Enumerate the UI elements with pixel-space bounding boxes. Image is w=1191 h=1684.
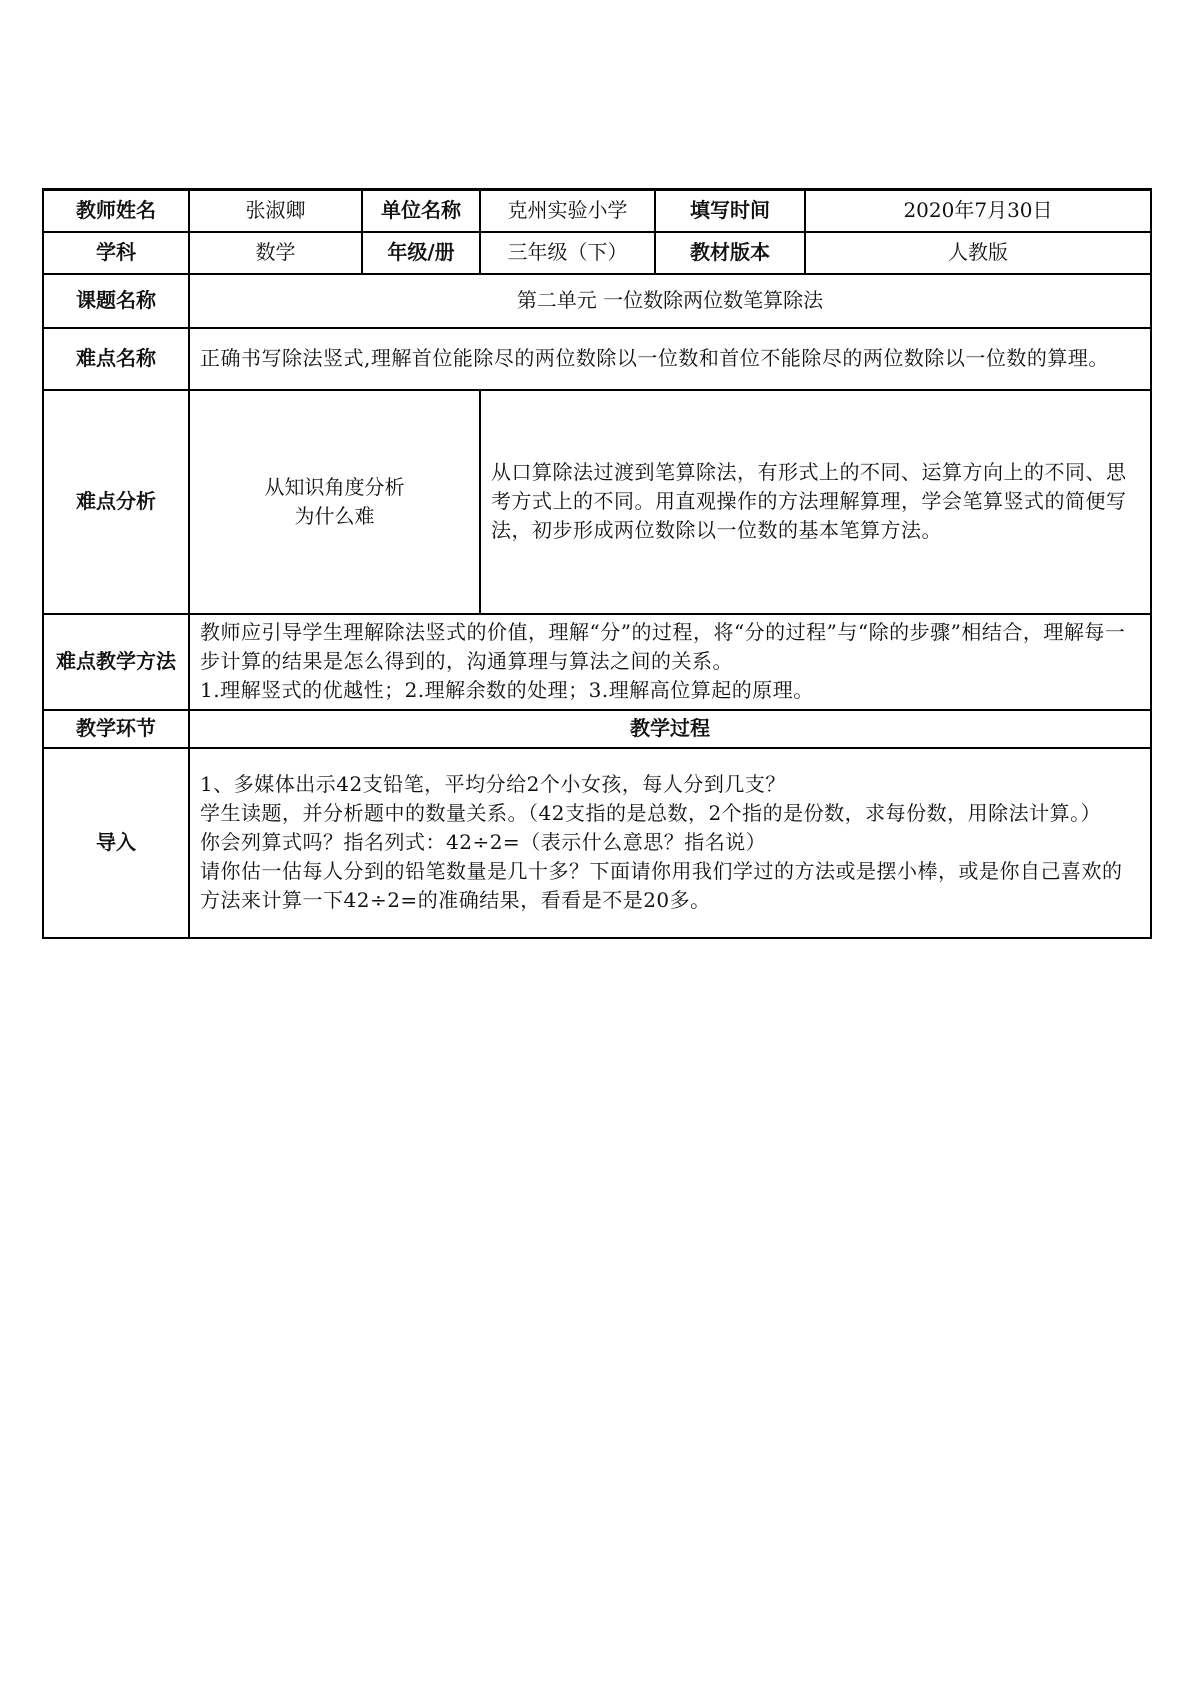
table-row-process-header	[43, 710, 1151, 748]
table-row-subject	[43, 232, 1151, 274]
subject-value: 数学	[189, 232, 362, 274]
lesson-plan-table	[42, 188, 1152, 939]
table-row-intro	[43, 748, 1151, 938]
topic-label: 课题名称	[43, 274, 189, 328]
grade-label: 年级/册	[362, 232, 480, 274]
grade-value: 三年级（下）	[480, 232, 655, 274]
intro-line2: 学生读题，并分析题中的数量关系。（42支指的是总数，2个指的是份数，求每份数，用除法计算。）	[200, 801, 1102, 825]
method-line2: 1.理解竖式的优越性；2.理解余数的处理；3.理解高位算起的原理。	[200, 678, 814, 702]
fill-time-value: 2020年7月30日	[805, 190, 1151, 232]
unit-value: 克州实验小学	[480, 190, 655, 232]
intro-value	[189, 748, 1151, 938]
unit-label: 单位名称	[362, 190, 480, 232]
analysis-value: 从口算除法过渡到笔算除法，有形式上的不同、运算方向上的不同、思考方式上的不同。用直观操作的方法理解算理，学会笔算竖式的简便写法，初步形成两位数除以一位数的基本笔算方法。	[480, 390, 1151, 614]
analysis-sub-label	[189, 390, 480, 614]
topic-value: 第二单元 一位数除两位数笔算除法	[189, 274, 1151, 328]
analysis-sub-label-line1: 从知识角度分析	[264, 474, 405, 499]
method-line1: 教师应引导学生理解除法竖式的价值，理解“分”的过程，将“分的过程”与“除的步骤”相结合，理解每一步计算的结果是怎么得到的，沟通算理与算法之间的关系。	[200, 620, 1126, 673]
difficulty-label: 难点名称	[43, 328, 189, 390]
table-row-analysis	[43, 390, 1151, 614]
intro-label: 导入	[43, 748, 189, 938]
method-label: 难点教学方法	[43, 614, 189, 710]
table-row-difficulty	[43, 328, 1151, 390]
analysis-label: 难点分析	[43, 390, 189, 614]
intro-line4: 请你估一估每人分到的铅笔数量是几十多？下面请你用我们学过的方法或是摆小棒，或是你自己喜欢的方法来计算一下42÷2=的准确结果，看看是不是20多。	[200, 859, 1123, 912]
table-row-teacher	[43, 190, 1151, 232]
edition-value: 人教版	[805, 232, 1151, 274]
table-row-topic	[43, 274, 1151, 328]
analysis-sub-label-line2: 为什么难	[294, 503, 375, 528]
method-value	[189, 614, 1151, 710]
edition-label: 教材版本	[655, 232, 805, 274]
process-header-label: 教学过程	[189, 710, 1151, 748]
fill-time-label: 填写时间	[655, 190, 805, 232]
intro-line1: 1、多媒体出示42支铅笔，平均分给2个小女孩，每人分到几支？	[200, 772, 786, 796]
teacher-name-label: 教师姓名	[43, 190, 189, 232]
difficulty-value: 正确书写除法竖式,理解首位能除尽的两位数除以一位数和首位不能除尽的两位数除以一位数的算理。	[189, 328, 1151, 390]
teacher-name-value: 张淑卿	[189, 190, 362, 232]
subject-label: 学科	[43, 232, 189, 274]
stage-header-label: 教学环节	[43, 710, 189, 748]
intro-line3: 你会列算式吗？指名列式：42÷2=（表示什么意思？指名说）	[200, 830, 767, 854]
table-row-method	[43, 614, 1151, 710]
